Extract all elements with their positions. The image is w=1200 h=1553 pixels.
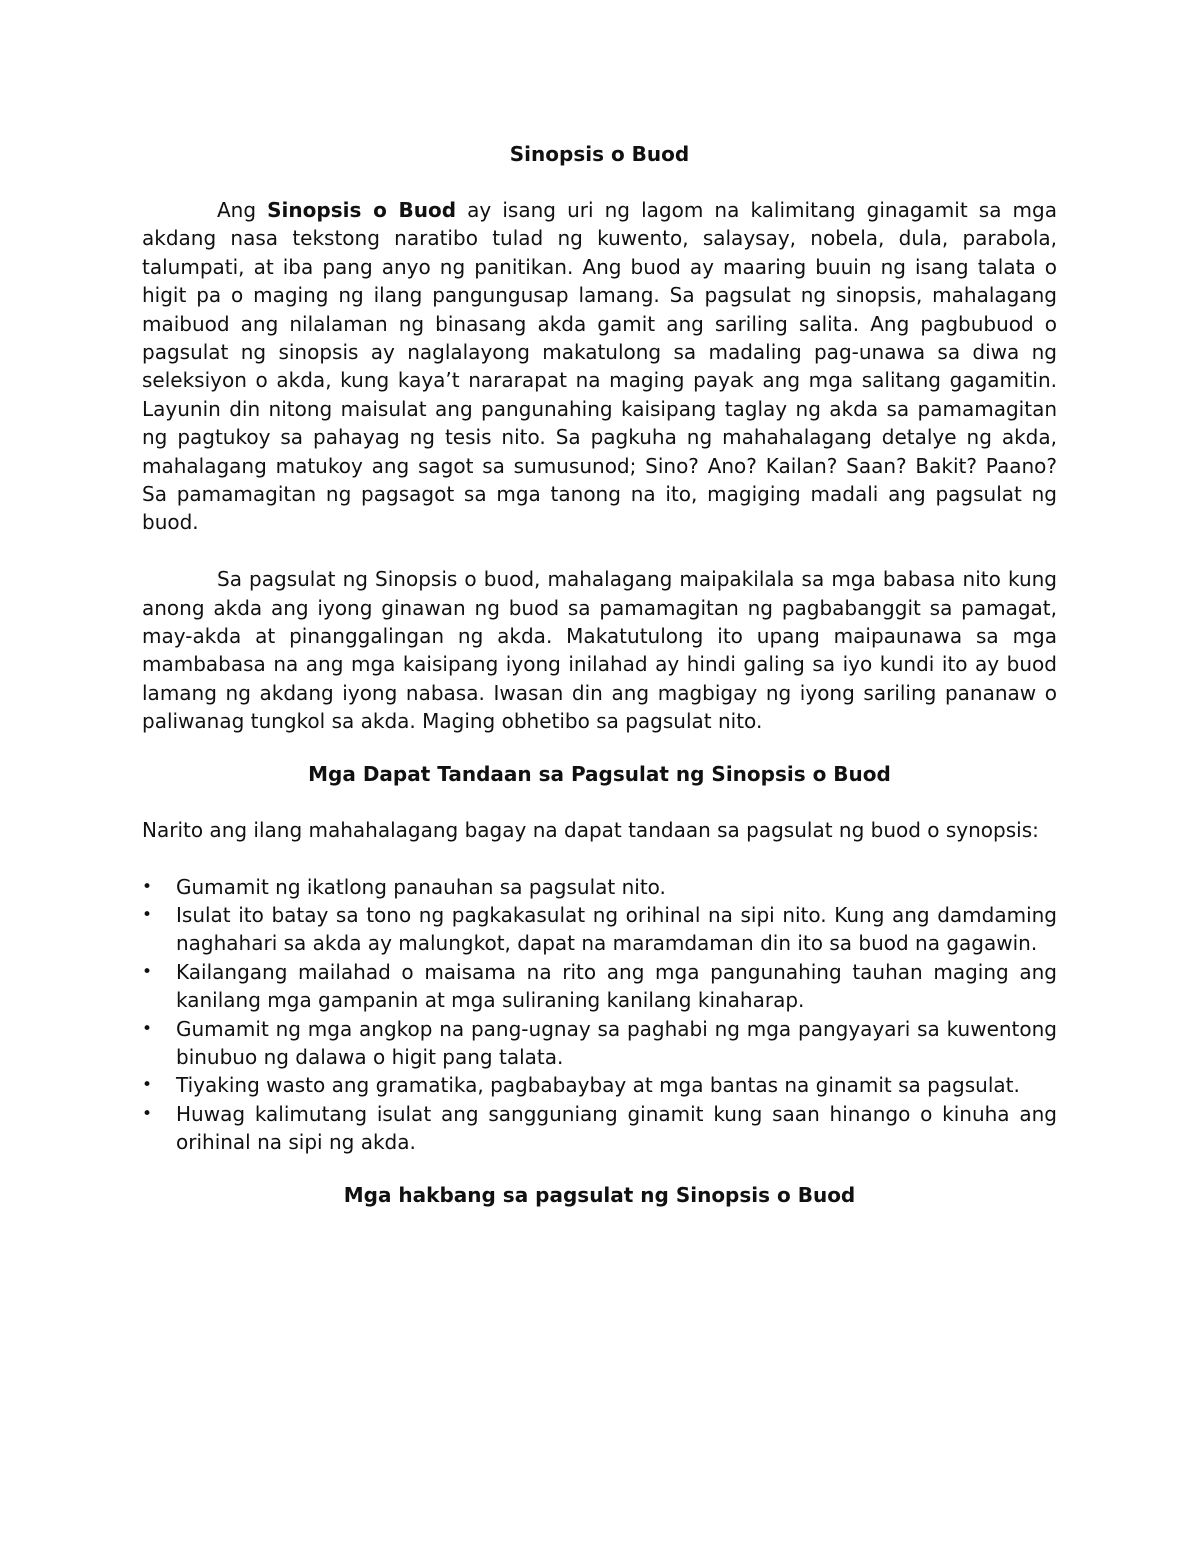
bullet-icon: • <box>142 1075 153 1096</box>
list-item <box>142 901 1057 958</box>
list-item-text: Kailangang mailahad o maisama na rito ang mga pangunahing tauhan maging ang kanilang mga gampanin at mga suliraning kanilang kinaharap. <box>176 959 1057 1013</box>
intro-lead: Ang <box>217 198 268 222</box>
list-item <box>142 1015 1057 1072</box>
list-item <box>142 958 1057 1015</box>
bullet-icon: • <box>142 961 153 982</box>
bullet-icon: • <box>142 1103 153 1124</box>
intro-rest: ay isang uri ng lagom na kalimitang ginagamit sa mga akdang nasa tekstong naratibo tulad ng kuwento, salaysay, nobela, dula, parabola, talumpati, at iba pang anyo ng panitikan. Ang buod ay maaring buuin ng isang talata o higit pa o maging ng ilang pangungusap lamang. Sa pagsulat ng sinopsis, mahalagang maibuod ang nilalaman ng binasang akda gamit ang sariling salita. Ang pagbubuod o pagsulat ng sinopsis ay naglalayong makatulong sa madaling pag-unawa sa diwa ng seleksiyon o akda, kung kaya’t nararapat na maging payak ang mga salitang gagamitin. Layunin din nitong maisulat ang pangunahing kaisipang taglay ng akda sa pamamagitan ng pagtukoy sa pahayag ng tesis nito. Sa pagkuha ng mahahalagang detalye ng akda, mahalagang matukoy ang sagot sa sumusunod; Sino? Ano? Kailan? Saan? Bakit? Paano? Sa pamamagitan ng pagsagot sa mga tanong na ito, magiging madali ang pagsulat ng buod. <box>142 198 1057 535</box>
intro-paragraph <box>142 196 1057 537</box>
steps-heading: Mga hakbang sa pagsulat ng Sinopsis o Buod <box>343 1182 856 1207</box>
document-body <box>142 138 1057 1211</box>
list-item-text: Gumamit ng ikatlong panauhan sa pagsulat nito. <box>176 874 666 899</box>
rules-heading: Mga Dapat Tandaan sa Pagsulat ng Sinopsis o Buod <box>308 761 891 786</box>
bullet-icon: • <box>142 1018 153 1039</box>
list-item <box>142 873 1057 901</box>
bullet-icon: • <box>142 876 153 897</box>
list-item <box>142 1071 1057 1099</box>
intro-term: Sinopsis o Buod <box>267 198 457 222</box>
list-item-text: Tiyaking wasto ang gramatika, pagbabaybay at mga bantas na ginamit sa pagsulat. <box>176 1073 1020 1098</box>
list-item-text: Gumamit ng mga angkop na pang-ugnay sa paghabi ng mga pangyayari sa kuwentong binubuo ng dalawa o higit pang talata. <box>176 1016 1057 1069</box>
rules-list <box>142 873 1057 1157</box>
list-item-text: Huwag kalimutang isulat ang sangguniang ginamit kung saan hinango o kinuha ang orihinal na sipi ng akda. <box>176 1101 1057 1155</box>
second-paragraph: Sa pagsulat ng Sinopsis o buod, mahalagang maipakilala sa mga babasa nito kung anong akda ang iyong ginawan ng buod sa pamamagitan ng pagbabanggit sa pamagat, may-akda at pinanggalingan ng akda. Makatutulong ito upang maipaunawa sa mga mambabasa na ang mga kaisipang iyong inilahad ay hindi galing sa iyo kundi ito ay buod lamang ng akdang iyong nabasa. Iwasan din ang magbigay ng iyong sariling pananaw o paliwanag tungkol sa akda. Maging obhetibo sa pagsulat nito. <box>142 567 1057 734</box>
list-item-text: Isulat ito batay sa tono ng pagkakasulat ng orihinal na sipi nito. Kung ang damdaming naghahari sa akda ay malungkot, dapat na maramdaman din ito sa buod na gagawin. <box>176 902 1057 956</box>
rules-intro: Narito ang ilang mahahalagang bagay na dapat tandaan sa pagsulat ng buod o synopsis: <box>142 817 1039 842</box>
document-title: Sinopsis o Buod <box>509 142 690 166</box>
list-item <box>142 1100 1057 1157</box>
bullet-icon: • <box>142 904 153 925</box>
